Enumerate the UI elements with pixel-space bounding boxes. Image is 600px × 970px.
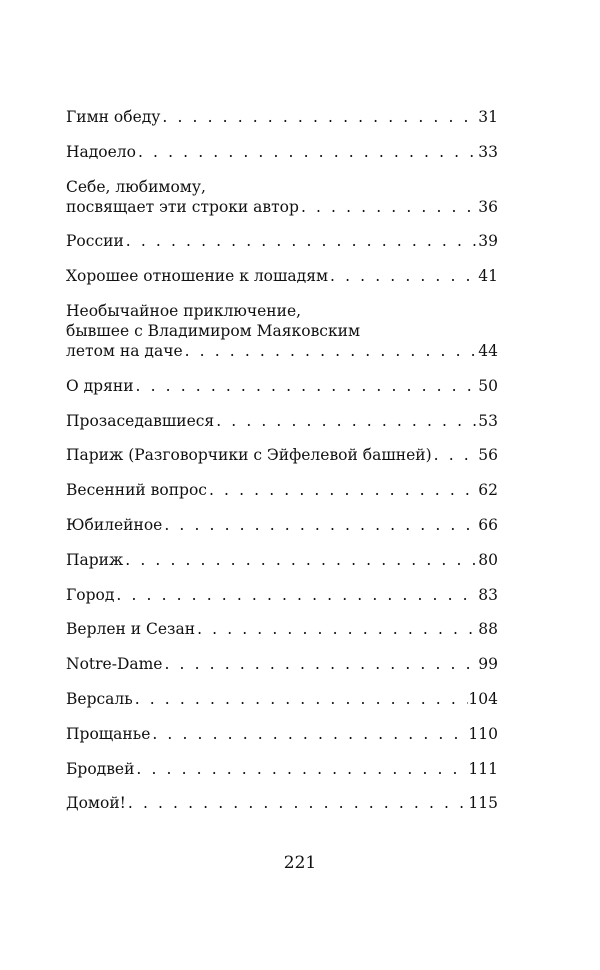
toc-entry-page-number: 66 — [478, 515, 498, 534]
dot-leader — [432, 445, 479, 465]
toc-entry-title: О дряни — [66, 376, 134, 395]
dot-leader — [114, 585, 478, 605]
page-number: 221 — [283, 853, 317, 873]
toc-entry-page-number: 88 — [478, 620, 498, 639]
toc-entry-line — [66, 585, 498, 605]
toc-entry-page-number: 41 — [478, 267, 498, 286]
dot-leader — [183, 341, 479, 361]
toc-entry-page-number: 111 — [468, 759, 498, 778]
dot-leader — [133, 689, 469, 709]
toc-entry — [66, 231, 498, 251]
dot-leader — [207, 480, 478, 500]
toc-entry-page-number: 104 — [468, 689, 498, 708]
toc-entry-line — [66, 197, 498, 217]
toc-entry-line — [66, 654, 498, 674]
toc-entry — [66, 411, 498, 431]
toc-entry-page-number: 33 — [478, 142, 498, 161]
toc-entry-title: Прощанье — [66, 724, 151, 743]
toc-entry-title: посвящает эти строки автор — [66, 197, 299, 216]
toc-entry-page-number: 44 — [478, 341, 498, 360]
toc-entry-page-number: 56 — [478, 446, 498, 465]
toc-entry-page-number: 31 — [478, 108, 498, 126]
toc-entry-title: Прозаседавшиеся — [66, 411, 215, 430]
dot-leader — [150, 724, 468, 744]
dot-leader — [126, 793, 469, 813]
toc-entry — [66, 654, 498, 674]
toc-entry-title: Версаль — [66, 689, 133, 708]
toc-entry-page-number: 50 — [478, 376, 498, 395]
toc-entry-title: летом на даче — [66, 341, 183, 360]
toc-entry-title: Гимн обеду — [66, 108, 161, 126]
toc-entry-title: Париж — [66, 550, 124, 569]
dot-leader — [195, 619, 478, 639]
dot-leader — [123, 550, 478, 570]
toc-entry-line — [66, 411, 498, 431]
toc-entry-title: Надоело — [66, 142, 136, 161]
toc-entry — [66, 619, 498, 639]
toc-entry-title-line: Необычайное приключение, — [66, 301, 302, 320]
toc-entry-page-number: 36 — [478, 197, 498, 216]
toc-entry — [66, 759, 498, 779]
toc-entry-title: Хорошее отношение к лошадям — [66, 267, 329, 286]
dot-leader — [134, 759, 468, 779]
toc-entry-title: Домой! — [66, 794, 126, 813]
dot-leader — [214, 411, 478, 431]
dot-leader — [160, 107, 478, 127]
toc-entry-title: Верлен и Сезан — [66, 620, 196, 639]
toc-entry-line — [66, 793, 498, 813]
dot-leader — [134, 376, 479, 396]
toc-entry-page-number: 80 — [478, 550, 498, 569]
toc-entry — [66, 301, 498, 361]
toc-entry — [66, 445, 498, 465]
toc-entry-line — [66, 107, 498, 127]
toc-entry — [66, 689, 498, 709]
toc-entry-line — [66, 231, 498, 251]
toc-entry-line — [66, 515, 498, 535]
toc-entry-page-number: 62 — [478, 481, 498, 500]
toc-entry — [66, 585, 498, 605]
toc-entry-page-number: 115 — [468, 794, 498, 813]
toc-entry-title: России — [66, 232, 124, 251]
toc-entry-title-line: бывшее с Владимиром Маяковским — [66, 321, 361, 340]
toc-entry-line — [66, 266, 498, 286]
toc-entry-line — [66, 759, 498, 779]
toc-entry-line — [66, 619, 498, 639]
toc-entry-line — [66, 376, 498, 396]
toc-entry-line — [66, 689, 498, 709]
toc-entry — [66, 177, 498, 217]
toc-entry-line — [66, 550, 498, 570]
toc-entry — [66, 550, 498, 570]
toc-entry-page-number: 53 — [478, 411, 498, 430]
dot-leader — [328, 266, 478, 286]
toc-entry-title: Notre-Dame — [66, 655, 163, 674]
toc-entry-line — [66, 480, 498, 500]
toc-entry-page-number: 110 — [468, 724, 498, 743]
toc-entry-page-number: 39 — [478, 232, 498, 251]
table-of-contents — [66, 107, 498, 828]
toc-entry-title-line: Себе, любимому, — [66, 177, 206, 196]
toc-entry-title: Весенний вопрос — [66, 481, 207, 500]
toc-entry — [66, 793, 498, 813]
toc-entry — [66, 142, 498, 162]
dot-leader — [124, 231, 478, 251]
dot-leader — [136, 142, 478, 162]
toc-entry — [66, 724, 498, 744]
toc-entry-line — [66, 724, 498, 744]
dot-leader — [162, 515, 478, 535]
toc-entry — [66, 515, 498, 535]
toc-entry-title: Город — [66, 585, 115, 604]
toc-entry — [66, 376, 498, 396]
toc-entry-line — [66, 445, 498, 465]
toc-entry-page-number: 83 — [478, 585, 498, 604]
toc-entry — [66, 266, 498, 286]
toc-entry-title: Париж (Разговорчики с Эйфелевой башней) — [66, 446, 432, 465]
toc-entry-title: Бродвей — [66, 759, 135, 778]
toc-entry — [66, 480, 498, 500]
toc-entry-page-number: 99 — [478, 655, 498, 674]
dot-leader — [162, 654, 478, 674]
toc-entry — [66, 107, 498, 127]
toc-entry-line — [66, 142, 498, 162]
toc-entry-line — [66, 341, 498, 361]
dot-leader — [299, 197, 478, 217]
toc-entry-title: Юбилейное — [66, 515, 163, 534]
